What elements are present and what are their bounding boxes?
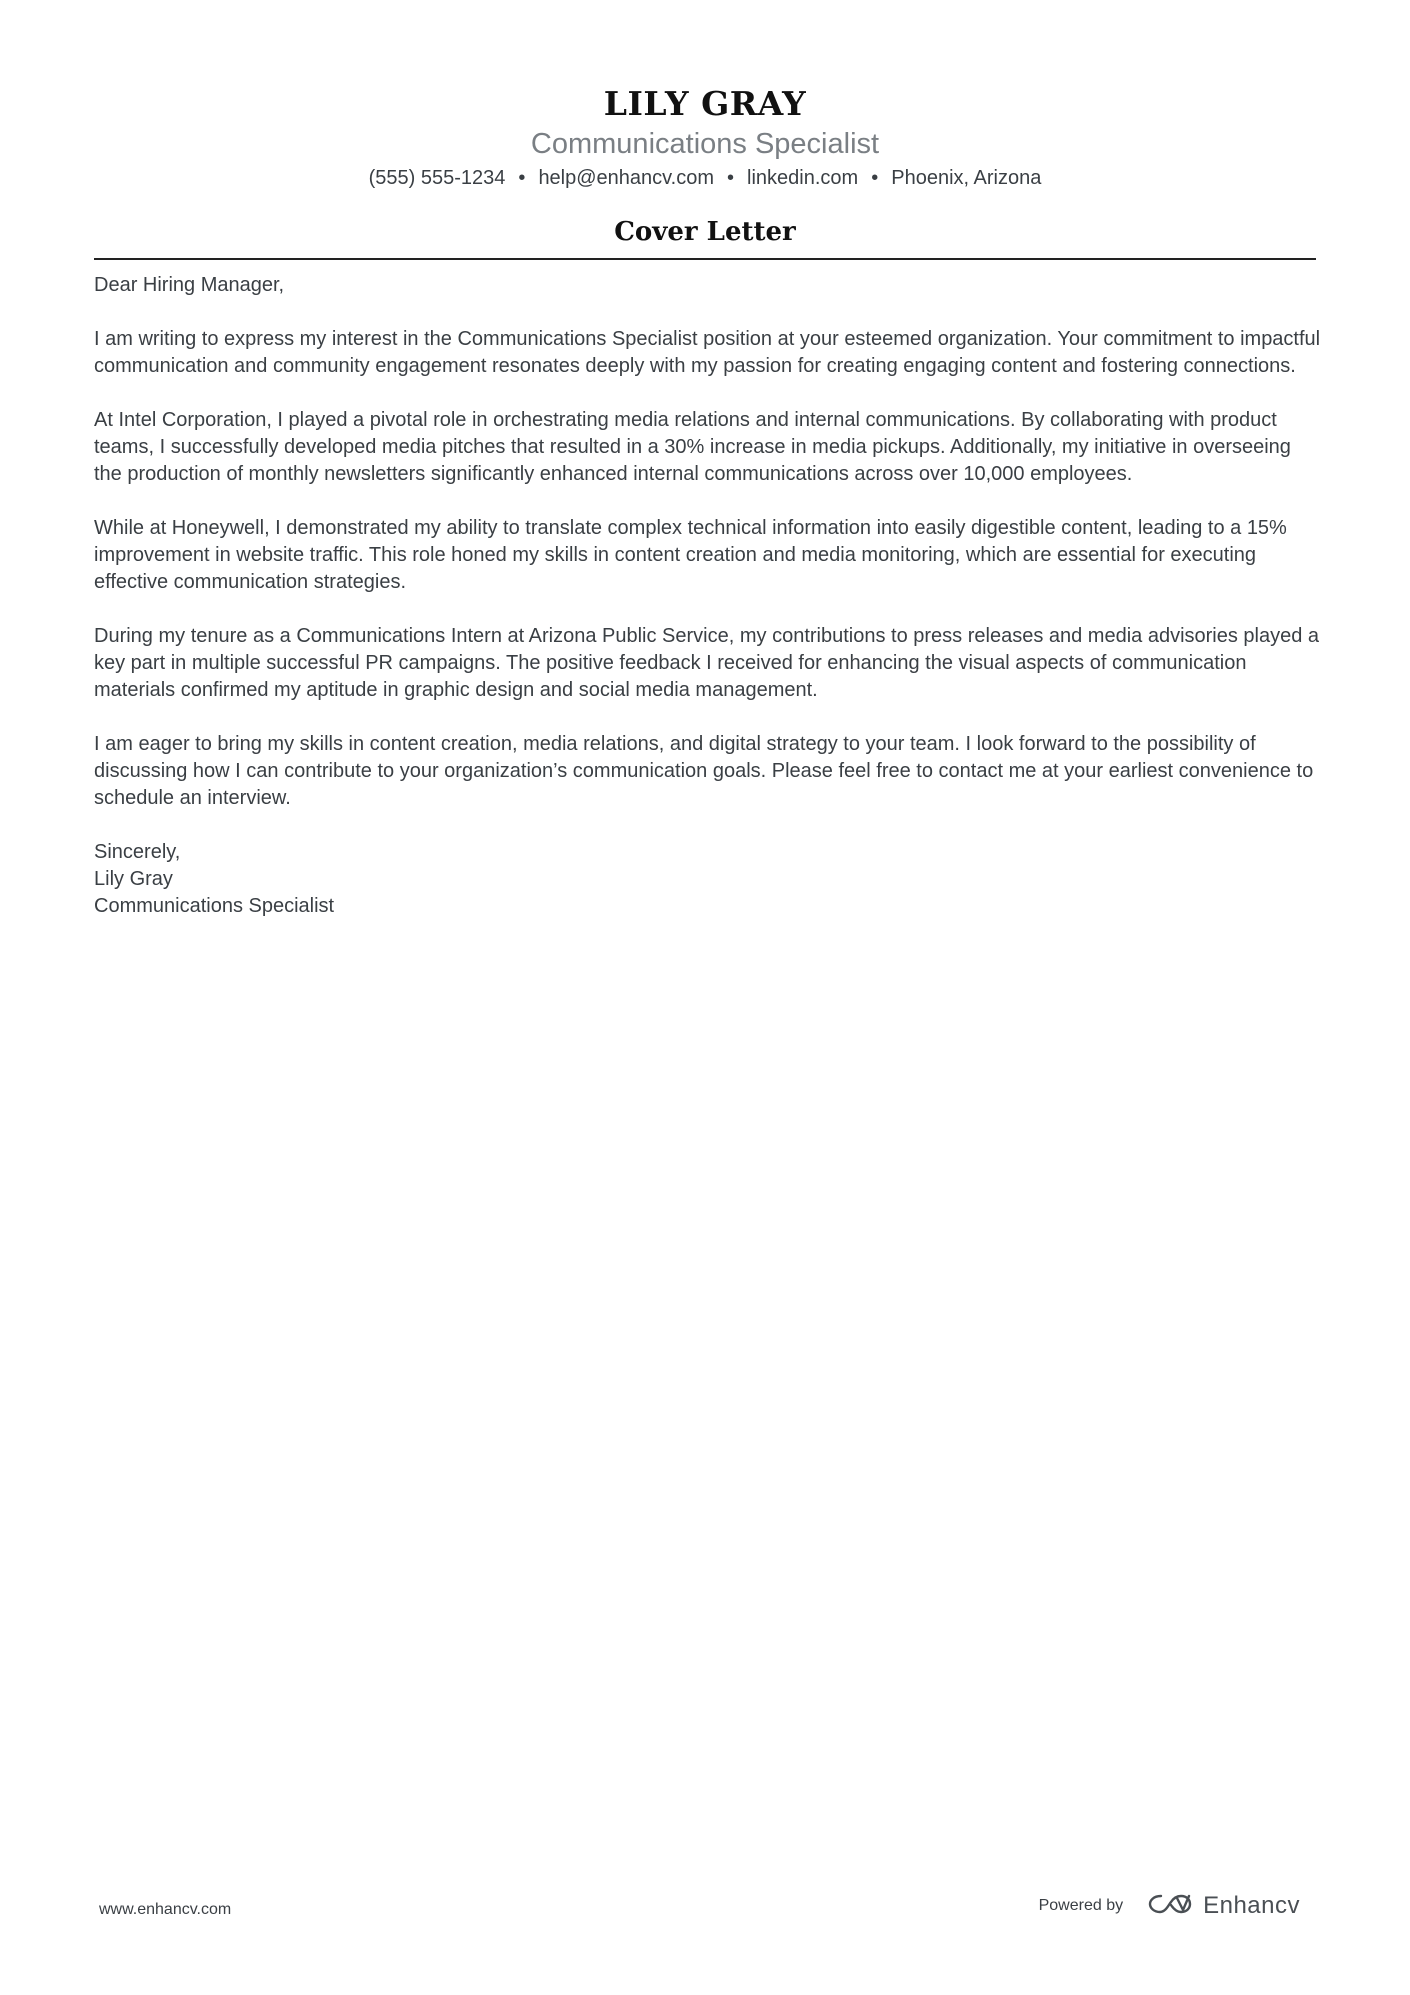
contact-separator: • — [727, 167, 735, 189]
letter-paragraph: At Intel Corporation, I played a pivotal role in orchestrating media relations and internal communications. By collaborating with product teams, I successfully developed media pitches that resulted in a 30% increase in media pickups. Additionally, my initiative in overseeing the production of monthly newsletters significantly enhanced internal communications across over 10,000 employees. — [94, 409, 1291, 485]
letter-closing — [94, 839, 1322, 920]
contact-linkedin[interactable]: linkedin.com — [747, 167, 859, 189]
signature-title: Communications Specialist — [94, 895, 335, 917]
footer-branding — [1039, 1891, 1300, 1921]
letter-valediction: Sincerely, — [94, 841, 181, 863]
footer-website[interactable]: www.enhancv.com — [99, 1901, 232, 1918]
contact-phone: (555) 555-1234 — [368, 167, 506, 189]
contact-separator: • — [518, 167, 526, 189]
letter-paragraph: I am eager to bring my skills in content creation, media relations, and digital strategy to your team. I look forward to the possibility of discussing how I can contribute to your organization’s communication goals. Please feel free to contact me at your earliest convenience to schedule an interview. — [94, 733, 1314, 809]
candidate-role: Communications Specialist — [530, 128, 880, 160]
contact-separator: • — [871, 167, 879, 189]
signature-name: Lily Gray — [94, 868, 173, 890]
powered-by-label: Powered by — [1038, 1897, 1124, 1914]
letter-paragraph: While at Honeywell, I demonstrated my ability to translate complex technical information into easily digestible content, leading to a 15% improvement in website traffic. This role honed my skills in content creation and media monitoring, which are essential for executing effective communication strategies. — [94, 517, 1287, 593]
section-title: Cover Letter — [94, 214, 1316, 260]
contact-location: Phoenix, Arizona — [891, 167, 1042, 189]
brand-logo[interactable] — [1147, 1891, 1300, 1921]
letter-paragraph: During my tenure as a Communications Intern at Arizona Public Service, my contributions to press releases and media advisories played a key part in multiple successful PR campaigns. The positive feedback I received for enhancing the visual aspects of communication materials confirmed my aptitude in graphic design and social media management. — [94, 625, 1320, 701]
contact-email[interactable]: help@enhancv.com — [538, 167, 715, 189]
resume-header — [0, 82, 1410, 192]
enhancv-logo-icon — [1147, 1892, 1193, 1921]
letter-salutation: Dear Hiring Manager, — [94, 274, 285, 296]
letter-body — [94, 272, 1322, 920]
brand-name: Enhancv — [1203, 1892, 1300, 1919]
contact-line — [0, 164, 1410, 192]
letter-paragraph: I am writing to express my interest in the Communications Specialist position at your esteemed organization. Your commitment to impactful communication and community engagement resonates deeply with my passion for creating engaging content and fostering connections. — [94, 328, 1321, 377]
candidate-name: LILY GRAY — [603, 84, 807, 123]
